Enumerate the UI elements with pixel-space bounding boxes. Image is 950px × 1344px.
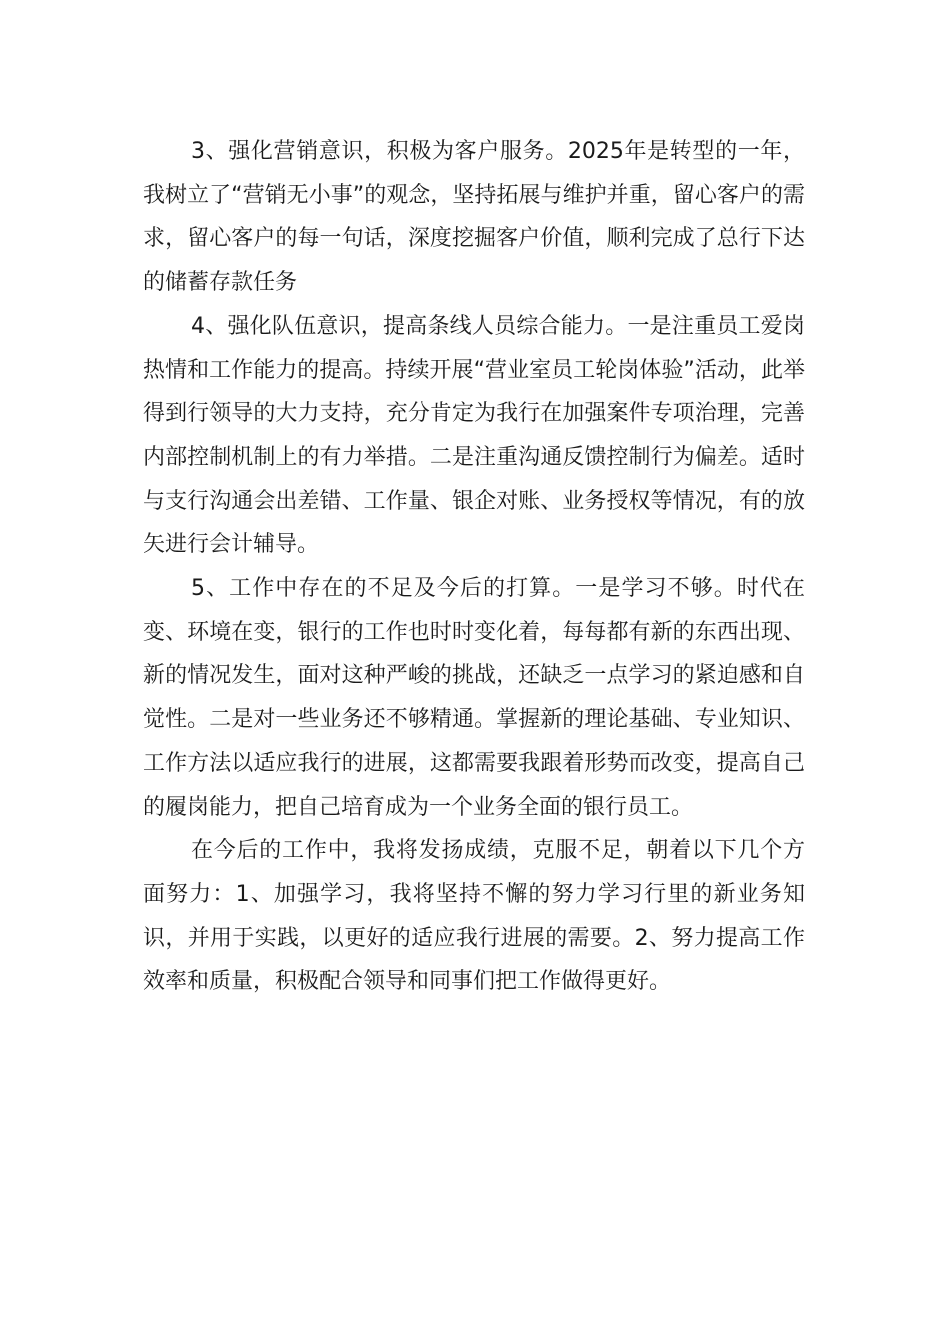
paragraph-shortcomings: 5、工作中存在的不足及今后的打算。一是学习不够。时代在变、环境在变，银行的工作也时时变化着，每每都有新的东西出现、新的情况发生，面对这种严峻的挑战，还缺乏一点学习的紧迫感和自觉性。二是对一些业务还不够精通。掌握新的理论基础、专业知识、工作方法以适应我行的进展，这都需要我跟着形势而改变，提高自己的履岗能力，把自己培育成为一个业务全面的银行员工。 [143, 576, 805, 820]
paragraph-future: 在今后的工作中，我将发扬成绩，克服不足，朝着以下几个方面努力：1、加强学习，我将坚持不懈的努力学习行里的新业务知识，并用于实践，以更好的适应我行进展的需要。2、努力提高工作效率和质量，积极配合领导和同事们把工作做得更好。 [143, 838, 805, 995]
document-body [143, 130, 805, 1004]
paragraph-team: 4、强化队伍意识，提高条线人员综合能力。一是注重员工爱岗热情和工作能力的提高。持续开展“营业室员工轮岗体验”活动，此举得到行领导的大力支持，充分肯定为我行在加强案件专项治理，完善内部控制机制上的有力举措。二是注重沟通反馈控制行为偏差。适时与支行沟通会出差错、工作量、银企对账、业务授权等情况，有的放矢进行会计辅导。 [143, 313, 805, 558]
paragraph-marketing: 3、强化营销意识，积极为客户服务。2025年是转型的一年，我树立了“营销无小事”的观念，坚持拓展与维护并重，留心客户的需求，留心客户的每一句话，深度挖掘客户价值，顺利完成了总行下达的储蓄存款任务 [143, 139, 805, 296]
